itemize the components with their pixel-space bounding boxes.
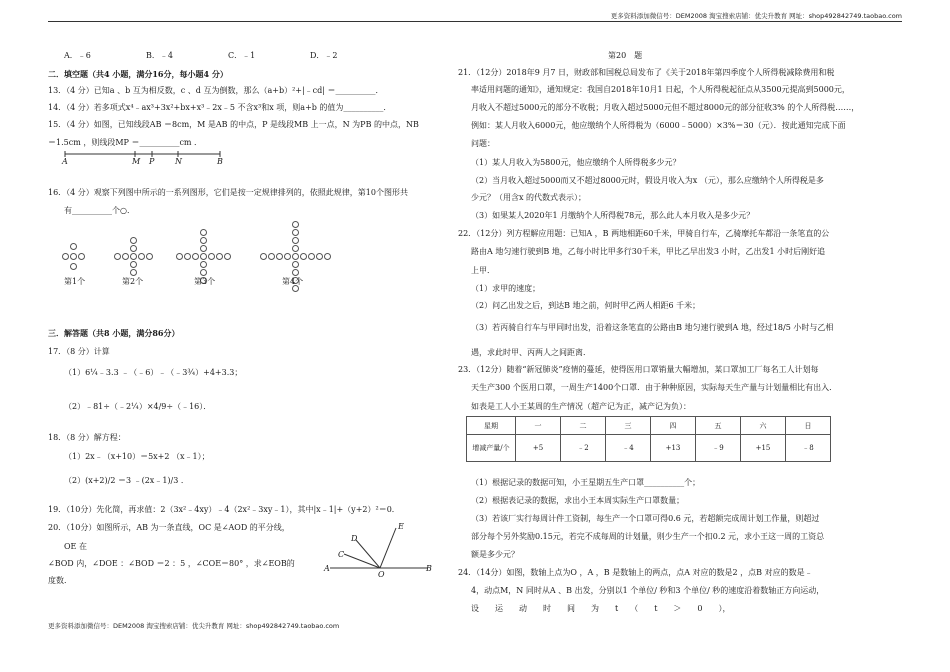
- seg-label-a: A: [62, 157, 68, 166]
- table-header-cell: 三: [606, 417, 651, 435]
- circle: [316, 253, 323, 260]
- question-22-line1: 22．（12分）列方程解应用题：已知A ，B 两地相距60千米，甲骑自行车，乙骑摩托车都沿一条笔直的公: [458, 229, 830, 238]
- section2-title: 二．填空题（共4 小题，满分16分，每小题4 分）: [48, 69, 228, 79]
- question-23-part3-line3: 额是多少元？: [471, 550, 519, 559]
- seg-label-p: P: [149, 157, 155, 166]
- table-cell: +15: [741, 435, 786, 462]
- circle: [208, 253, 215, 260]
- circle: [292, 229, 299, 236]
- angle-label-b: B: [426, 564, 432, 573]
- question-23-line3: 如表是工人小王某周的生产情况（超产记为正，减产记为负）：: [471, 402, 691, 411]
- question-22-part1: （1）求甲的速度；: [471, 284, 541, 293]
- table-header-cell: 星期: [467, 417, 516, 435]
- circle: [70, 243, 77, 250]
- question-20-line2: OE 在: [64, 542, 87, 551]
- circle: [176, 253, 183, 260]
- circle: [268, 253, 275, 260]
- figure-label-2: 第2个: [122, 277, 144, 286]
- question-15-line2: ＝1.5cm ，则线段MP ＝__________cm ．: [48, 138, 203, 147]
- option-b: B．﹣4: [146, 51, 173, 60]
- circle: [130, 269, 137, 276]
- question-20-line4: 度数．: [48, 576, 72, 585]
- question-23-line1: 23．（12分）随着“新冠肺炎”疫情的蔓延，使得医用口罩销量大幅增加，某口罩加工厂每名工人计划每: [458, 365, 819, 374]
- table-header-cell: 日: [786, 417, 831, 435]
- question-22-part2: （2）问乙出发之后，到达B 地之前，何时甲乙两人相距6 千米；: [471, 301, 701, 310]
- question-24-line1: 24．（14分）如图，数轴上点为O ，A ，B 是数轴上的两点，点A 对应的数是2 ，点B 对应的数是﹣: [458, 568, 813, 577]
- table-header-cell: 六: [741, 417, 786, 435]
- table-cell: +5: [516, 435, 561, 462]
- question-20-line1: 20．（10分）如图所示，AB 为一条直线，OC 是∠AOD 的平分线，: [48, 523, 290, 532]
- question-16-line2: 有__________个○．: [64, 206, 135, 215]
- table-header-cell: 二: [561, 417, 606, 435]
- circle: [276, 253, 283, 260]
- circle: [292, 269, 299, 276]
- table-cell: ﹣8: [786, 435, 831, 462]
- circle: [62, 253, 69, 260]
- question-14: 14．（4 分）若多项式x⁴﹣ax³+3x²+bx+x³﹣2x﹣5 不含x³和x 项，则a+b 的值为__________．: [48, 103, 392, 112]
- segment-figure: [60, 146, 260, 168]
- circle: [70, 253, 77, 260]
- question-21-part2-line2: 少元？（用含x 的代数式表示）；: [471, 193, 587, 202]
- circle: [216, 253, 223, 260]
- angle-label-c: C: [338, 550, 345, 559]
- circle: [200, 253, 207, 260]
- circle: [130, 237, 137, 244]
- circle: [308, 253, 315, 260]
- question-24-line2: 4，动点M，N 同时从A 、B 出发，分别以1 个单位/ 秒和3 个单位/ 秒的速度沿着数轴正方向运动，: [471, 586, 825, 595]
- table-cell: +13: [651, 435, 696, 462]
- question-23-line2: 天生产300 个医用口罩，一周生产1400个口罩．由于种种原因，实际每天生产量与计划量相比有出入．: [471, 383, 838, 392]
- figure-label-1: 第1个: [64, 277, 86, 286]
- table-header-cell: 五: [696, 417, 741, 435]
- option-d: D．﹣2: [310, 51, 338, 60]
- question-21-line5: 问题：: [471, 139, 495, 148]
- angle-label-o: O: [378, 570, 385, 579]
- table-header-cell: 四: [651, 417, 696, 435]
- circle: [292, 237, 299, 244]
- circle: [200, 237, 207, 244]
- question-21-part2-line1: （2）当月收入超过5000而又不超过8000元时，假设月收入为x （元），那么应缴纳个人所得税是多: [471, 176, 824, 185]
- page-header: 更多资料添加微信号：DEM2008 淘宝搜索店铺：优尖升教育 网址：shop492842749.taobao.com: [610, 12, 902, 20]
- question-21-line2: 率适用问题的通知》，通知规定：我国自2018年10月1 日起，个人所得税起征点从3500元提高到5000元，: [471, 85, 850, 94]
- circle: [300, 253, 307, 260]
- table-header-cell: 一: [516, 417, 561, 435]
- question-16-line1: 16．（4 分）观察下列图中所示的一系列图形，它们是按一定规律排列的，依照此规律，第10个图形共: [48, 188, 408, 197]
- circle: [192, 253, 199, 260]
- circle: [146, 253, 153, 260]
- question-19: 19．（10分）先化简，再求值：2（3x²﹣4xy）﹣4（2x²﹣3xy﹣1），其中|x﹣1|+（y+2）²＝0．: [48, 505, 400, 514]
- question-17-part2: （2）﹣81÷（﹣2¼）×4/9÷（﹣16）．: [64, 402, 212, 411]
- question-13: 13．（4 分）已知a 、b 互为相反数，c 、d 互为倒数，那么（a+b）²+|﹣cd| ＝__________．: [48, 86, 384, 95]
- ray-oe: [380, 528, 396, 568]
- circle: [78, 253, 85, 260]
- seg-label-b: B: [217, 157, 223, 166]
- circle: [224, 253, 231, 260]
- circle: [130, 253, 137, 260]
- table-cell: ﹣9: [696, 435, 741, 462]
- circle: [324, 253, 331, 260]
- circle: [70, 263, 77, 270]
- circle: [130, 245, 137, 252]
- circle: [284, 253, 291, 260]
- question-18-part2: （2）(x+2)/2 ＝3 ﹣(2x﹣1)/3 ．: [64, 476, 189, 485]
- question-23-part1: （1）根据记录的数据可知，小王星期五生产口罩__________个；: [471, 478, 701, 487]
- question-21-line1: 21．（12分）2018年9 月7 日，财政部和国税总局发布了《关于2018年第四季度个人所得税减除费用和税: [458, 68, 835, 77]
- production-table: [466, 416, 831, 462]
- question-23-part2: （2）根据表记录的数据，求出小王本周实际生产口罩数量；: [471, 496, 685, 505]
- circle: [200, 245, 207, 252]
- circle: [292, 261, 299, 268]
- circle: [184, 253, 191, 260]
- table-cell: 增减产量/个: [467, 435, 516, 462]
- question-23-part3-line2: 部分每个另外奖励0.15元，若完不成每周的计划量，则少生产一个扣0.2 元，求小王这一周的工资总: [471, 532, 825, 541]
- question-22-part3-line2: 遇，求此时甲、丙两人之间距离．: [471, 348, 591, 357]
- circle: [138, 253, 145, 260]
- question-21-line3: 月收入不超过5000元的部分不收税；月收入超过5000元但不超过8000元的部分征收3% 的个人所得税……，: [471, 103, 860, 112]
- header-rule: [48, 21, 902, 22]
- circle: [292, 253, 299, 260]
- circle: [114, 253, 121, 260]
- table-row: [467, 435, 831, 462]
- question-24-line3: 设 运 动 时 间 为 t （ t ＞ 0 ），: [471, 604, 731, 613]
- figure-label-3: 第3个: [194, 277, 216, 286]
- circle: [200, 229, 207, 236]
- question-21-line4: 例如：某人月收入6000元，他应缴纳个人所得税为（6000﹣5000）×3%＝30（元）．按此通知完成下面: [471, 121, 846, 130]
- question-18: 18．（8 分）解方程：: [48, 433, 126, 442]
- table-cell: ﹣2: [561, 435, 606, 462]
- question-17-part1: （1）6¼﹣3.3 ﹣（﹣6）﹣（﹣3¾）+4+3.3；: [64, 368, 243, 377]
- question-20-line3: ∠BOD 内，∠DOE ：∠BOD ＝2 ：5 ，∠COE＝80° ，求∠EOB的: [48, 559, 295, 568]
- figure-label-4: 第4个: [282, 277, 304, 286]
- circle: [292, 245, 299, 252]
- page-footer: 更多资料添加微信号：DEM2008 淘宝搜索店铺：优尖升教育 网址：shop492842749.taobao.com: [48, 622, 340, 630]
- section3-title: 三．解答题（共8 小题，满分86分）: [48, 328, 180, 338]
- circle: [200, 269, 207, 276]
- table-header-row: [467, 417, 831, 435]
- circle: [292, 221, 299, 228]
- circle: [130, 261, 137, 268]
- option-a: A．﹣6: [64, 51, 91, 60]
- circle: [260, 253, 267, 260]
- question-22-part3: （3）若丙骑自行车与甲同时出发，沿着这条笔直的公路由B 地匀速行驶到A 地，经过18/5 小时与乙相: [471, 323, 834, 332]
- seg-label-m: M: [132, 157, 141, 166]
- question-18-part1: （1）2x﹣（x+10）＝5x+2 （x﹣1）；: [64, 452, 210, 461]
- question-22-line3: 上甲．: [471, 266, 495, 275]
- figure-caption: 第20 题: [608, 51, 643, 60]
- circle: [200, 261, 207, 268]
- angle-label-d: D: [351, 534, 358, 543]
- circle: [122, 253, 129, 260]
- question-17: 17．（8 分）计算: [48, 347, 110, 356]
- seg-label-n: N: [175, 157, 182, 166]
- question-15-line1: 15．（4 分）如图，已知线段AB ＝8cm，M 是AB 的中点，P 是线段MB 上一点，N 为PB 的中点，NB: [48, 120, 419, 129]
- question-21-part1: （1）某人月收入为5800元，他应缴纳个人所得税多少元？: [471, 158, 681, 167]
- angle-label-e: E: [398, 522, 404, 531]
- options-row: [64, 51, 392, 61]
- angle-label-a: A: [324, 564, 330, 573]
- table-cell: ﹣4: [606, 435, 651, 462]
- option-c: C．﹣1: [228, 51, 256, 60]
- question-22-line2: 路由A 地匀速行驶到B 地，乙每小时比甲多行30千米，甲比乙早出发3 小时，乙出发1 小时后刚好追: [471, 247, 826, 256]
- question-21-part3: （3）如果某人2020年1 月缴纳个人所得税78元，那么此人本月收入是多少元？: [471, 211, 755, 220]
- question-23-part3-line1: （3）若该厂实行每周计件工资制，每生产一个口罩可得0.6 元，若超额完成周计划工作量，则超过: [471, 514, 820, 523]
